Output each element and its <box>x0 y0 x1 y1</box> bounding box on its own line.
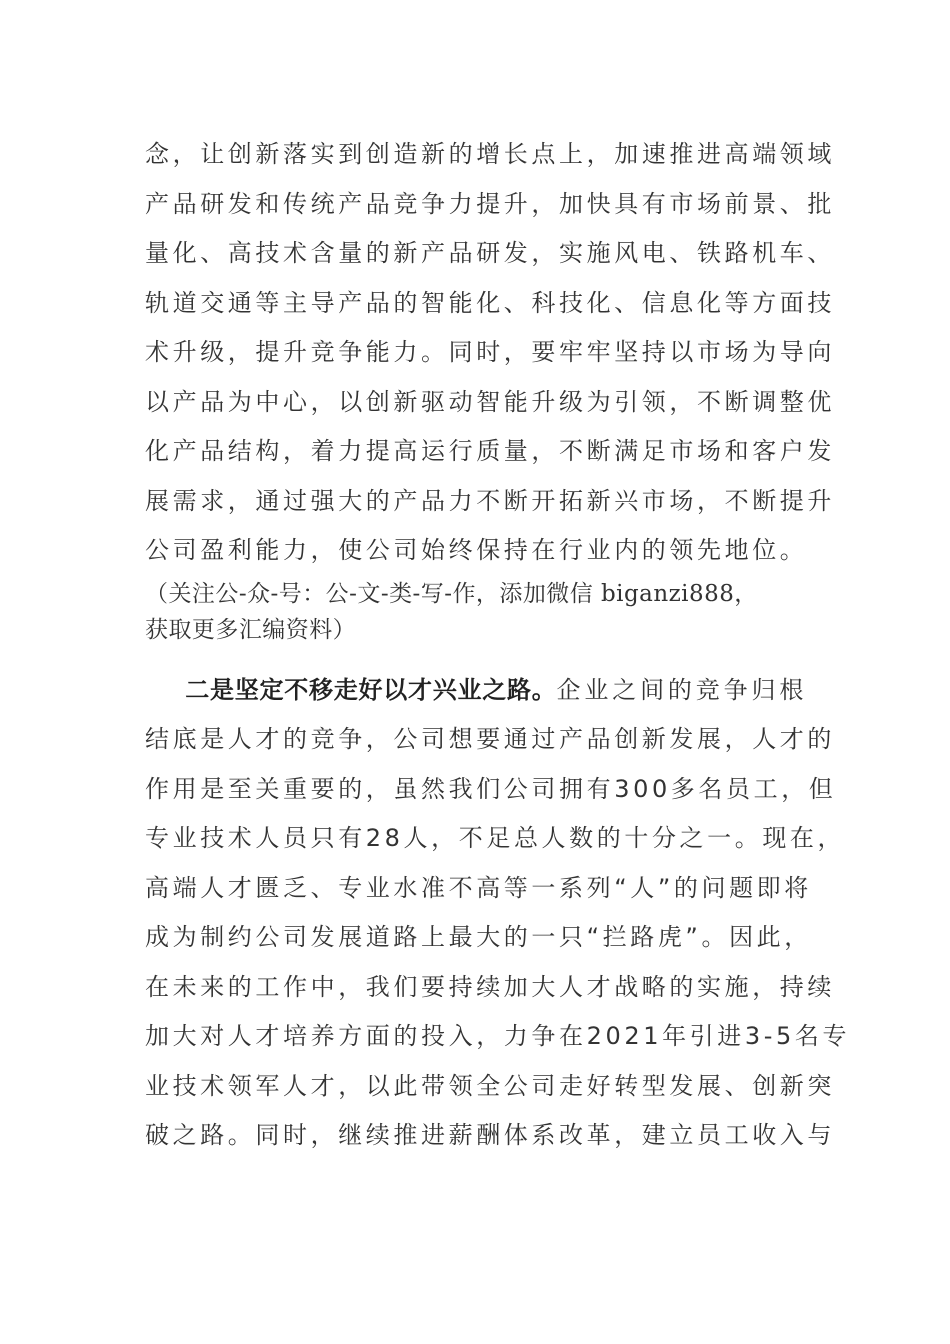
text-line: 量化、高技术含量的新产品研发，实施风电、铁路机车、 <box>145 239 835 267</box>
text-line: 化产品结构，着力提高运行质量，不断满足市场和客户发 <box>145 437 835 465</box>
text-line: 破之路。同时，继续推进薪酬体系改革，建立员工收入与 <box>145 1121 835 1149</box>
text-line: 轨道交通等主导产品的智能化、科技化、信息化等方面技 <box>145 288 835 317</box>
text-line: 念，让创新落实到创造新的增长点上，加速推进高端领域 <box>145 140 835 168</box>
text-line: 公司盈利能力，使公司始终保持在行业内的领先地位。 <box>145 536 808 564</box>
text-line: 成为制约公司发展道路上最大的一只“拦路虎”。因此， <box>145 923 812 951</box>
text-line: 以产品为中心，以创新驱动智能升级为引领，不断调整优 <box>145 387 835 416</box>
text-line: 专业技术人员只有28人，不足总人数的十分之一。现在， <box>145 824 846 852</box>
text-line: 展需求，通过强大的产品力不断开拓新兴市场，不断提升 <box>145 486 835 515</box>
text-line-first <box>145 666 807 716</box>
promo-note-line: （关注公-众-号：公-文-类-写-作，添加微信 biganzi888， <box>145 580 758 607</box>
text-line: 产品研发和传统产品竞争力提升，加快具有市场前景、批 <box>145 189 835 218</box>
text-line: 业技术领军人才，以此带领全公司走好转型发展、创新突 <box>145 1071 835 1100</box>
text-line: 高端人才匮乏、专业水准不高等一系列“人”的问题即将 <box>145 873 812 902</box>
text-line: 加大对人才培养方面的投入，力争在2021年引进3-5名专 <box>145 1022 851 1050</box>
text-line: 作用是至关重要的，虽然我们公司拥有300多名员工，但 <box>145 774 837 803</box>
paragraph-talent-strategy <box>145 666 851 1161</box>
text-line: 结底是人才的竞争，公司想要通过产品创新发展，人才的 <box>145 725 835 753</box>
promo-note-line: 获取更多汇编资料） <box>145 616 357 643</box>
promo-note <box>145 576 807 648</box>
paragraph-product-innovation <box>145 130 835 576</box>
paragraph-heading: 二是坚定不移走好以才兴业之路。 <box>185 675 557 704</box>
text-fragment: 企业之间的竞争归根 <box>556 675 807 704</box>
document-body <box>145 130 851 1161</box>
text-line: 术升级，提升竞争能力。同时，要牢牢坚持以市场为导向 <box>145 338 835 366</box>
text-line: 在未来的工作中，我们要持续加大人才战略的实施，持续 <box>145 972 835 1001</box>
